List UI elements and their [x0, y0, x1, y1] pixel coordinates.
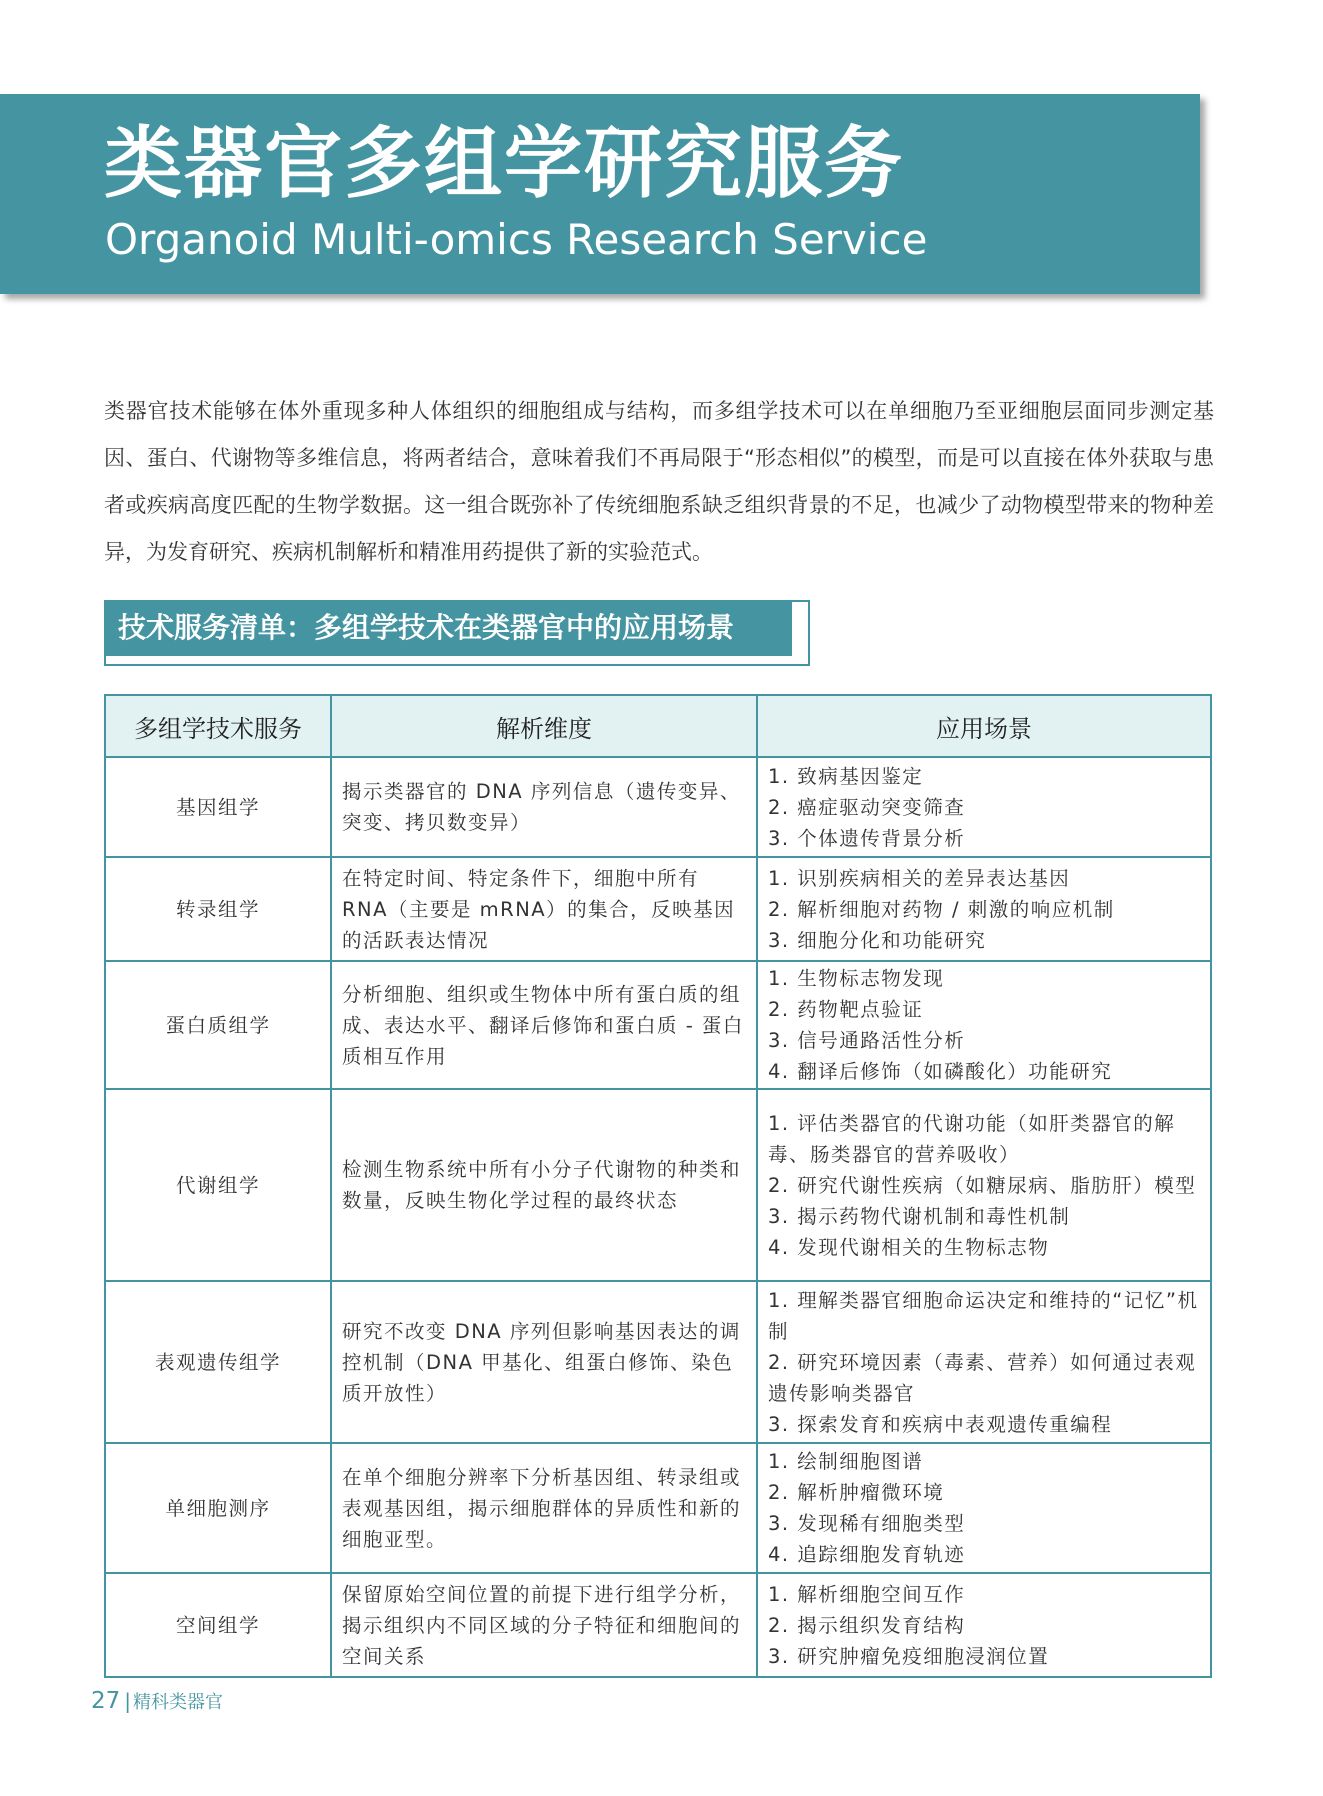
service-applications	[757, 757, 1211, 857]
services-table	[104, 694, 1212, 1678]
application-item: 1. 理解类器官细胞命运决定和维持的“记忆”机制	[768, 1288, 1199, 1343]
application-item: 1. 绘制细胞图谱	[768, 1450, 924, 1473]
service-dimension: 分析细胞、组织或生物体中所有蛋白质的组成、表达水平、翻译后修饰和蛋白质 - 蛋白质相互作用	[331, 961, 757, 1089]
section-heading: 技术服务清单：多组学技术在类器官中的应用场景	[104, 600, 792, 656]
header-service: 多组学技术服务	[105, 695, 331, 757]
application-item: 3. 个体遗传背景分析	[768, 826, 966, 850]
service-name: 转录组学	[105, 857, 331, 961]
intro-paragraph: 类器官技术能够在体外重现多种人体组织的细胞组成与结构，而多组学技术可以在单细胞乃至亚细胞层面同步测定基因、蛋白、代谢物等多维信息，将两者结合，意味着我们不再局限于“形态相似”的模型，而是可以直接在体外获取与患者或疾病高度匹配的生物学数据。这一组合既弥补了传统细胞系缺乏组织背景的不足，也减少了动物模型带来的物种差异，为发育研究、疾病机制解析和精准用药提供了新的实验范式。	[104, 399, 1214, 564]
application-item: 4. 追踪细胞发育轨迹	[768, 1543, 966, 1566]
service-applications	[757, 1089, 1211, 1281]
service-applications	[757, 1573, 1211, 1677]
title-banner	[0, 94, 1200, 294]
service-name: 代谢组学	[105, 1089, 331, 1281]
table-row	[105, 1443, 1211, 1573]
table-row	[105, 1281, 1211, 1443]
table-row	[105, 1573, 1211, 1677]
service-applications	[757, 961, 1211, 1089]
service-dimension: 在单个细胞分辨率下分析基因组、转录组或表观基因组，揭示细胞群体的异质性和新的细胞亚型。	[331, 1443, 757, 1573]
table-row	[105, 961, 1211, 1089]
service-applications	[757, 1281, 1211, 1443]
service-dimension: 揭示类器官的 DNA 序列信息（遗传变异、突变、拷贝数变异）	[331, 757, 757, 857]
page-number: 27	[91, 1688, 121, 1714]
application-item: 3. 研究肿瘤免疫细胞浸润位置	[768, 1644, 1050, 1668]
application-item: 2. 揭示组织发育结构	[768, 1613, 966, 1637]
application-item: 1. 识别疾病相关的差异表达基因	[768, 866, 1071, 890]
service-dimension: 检测生物系统中所有小分子代谢物的种类和数量，反映生物化学过程的最终状态	[331, 1089, 757, 1281]
application-item: 2. 药物靶点验证	[768, 998, 924, 1021]
service-dimension: 保留原始空间位置的前提下进行组学分析，揭示组织内不同区域的分子特征和细胞间的空间关系	[331, 1573, 757, 1677]
application-item: 1. 致病基因鉴定	[768, 764, 924, 788]
page-title: 类器官多组学研究服务	[104, 119, 905, 209]
header-dimension: 解析维度	[331, 695, 757, 757]
application-item: 4. 发现代谢相关的生物标志物	[768, 1235, 1050, 1259]
section-heading-box	[104, 600, 810, 668]
table-row	[105, 857, 1211, 961]
application-item: 4. 翻译后修饰（如磷酸化）功能研究	[768, 1060, 1113, 1083]
application-item: 3. 发现稀有细胞类型	[768, 1512, 966, 1535]
page-subtitle: Organoid Multi-omics Research Service	[105, 215, 928, 264]
application-item: 3. 细胞分化和功能研究	[768, 928, 987, 952]
application-item: 1. 评估类器官的代谢功能（如肝类器官的解毒、肠类器官的营养吸收）	[768, 1111, 1176, 1166]
service-applications	[757, 1443, 1211, 1573]
service-name: 空间组学	[105, 1573, 331, 1677]
page-footer	[91, 1686, 223, 1718]
application-item: 2. 癌症驱动突变筛查	[768, 795, 966, 819]
service-name: 表观遗传组学	[105, 1281, 331, 1443]
table-row	[105, 757, 1211, 857]
service-applications	[757, 857, 1211, 961]
book-title: 精科类器官	[133, 1692, 224, 1713]
application-item: 2. 解析细胞对药物 / 刺激的响应机制	[768, 897, 1115, 921]
application-item: 1. 生物标志物发现	[768, 967, 945, 990]
table-header-row	[105, 695, 1211, 757]
application-item: 2. 研究代谢性疾病（如糖尿病、脂肪肝）模型	[768, 1173, 1197, 1197]
application-item: 2. 解析肿瘤微环境	[768, 1481, 945, 1504]
application-item: 2. 研究环境因素（毒素、营养）如何通过表观遗传影响类器官	[768, 1350, 1197, 1405]
service-name: 蛋白质组学	[105, 961, 331, 1089]
header-application: 应用场景	[757, 695, 1211, 757]
service-dimension: 在特定时间、特定条件下，细胞中所有 RNA（主要是 mRNA）的集合，反映基因的活跃表达情况	[331, 857, 757, 961]
application-item: 3. 揭示药物代谢机制和毒性机制	[768, 1204, 1071, 1228]
service-name: 基因组学	[105, 757, 331, 857]
service-dimension: 研究不改变 DNA 序列但影响基因表达的调控机制（DNA 甲基化、组蛋白修饰、染色质开放性）	[331, 1281, 757, 1443]
table-row	[105, 1089, 1211, 1281]
footer-separator: |	[124, 1689, 132, 1713]
application-item: 3. 探索发育和疾病中表观遗传重编程	[768, 1412, 1113, 1436]
application-item: 1. 解析细胞空间互作	[768, 1582, 966, 1606]
service-name: 单细胞测序	[105, 1443, 331, 1573]
application-item: 3. 信号通路活性分析	[768, 1029, 966, 1052]
